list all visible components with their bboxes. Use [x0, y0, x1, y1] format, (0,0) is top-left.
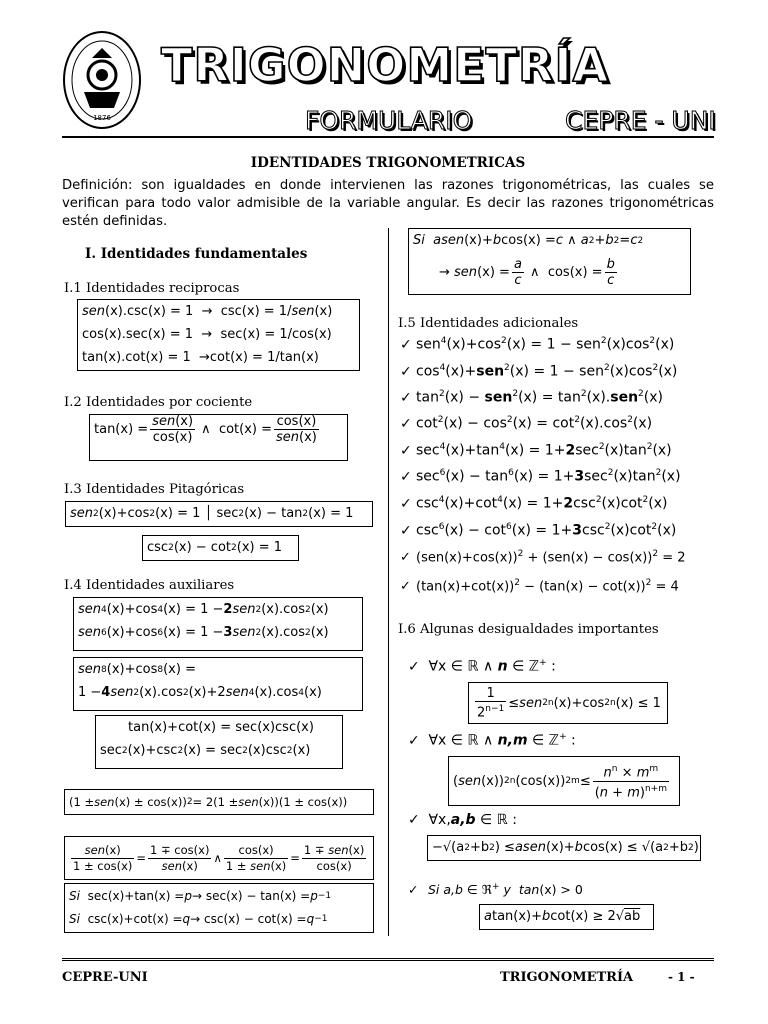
inequality-4: a tan(x)+ b cot(x) ≥ 2√ ab [479, 904, 654, 930]
formula-auxiliares-1: sen 4 (x)+cos 4 (x) = 1 − 2 sen 2 (x).cos 2 (x) sen 6 (x)+cos 6 (x) = 1 − 3 sen 2 (x).cos 2 (x) [73, 597, 363, 651]
identity-add-5: ✓ $\sec^4(x)+\tan^4(x) = 1+2\sec^2(x)\tan^2(x)$ [400, 442, 672, 459]
column-divider [388, 228, 389, 936]
footer-left: CEPRE-UNI [62, 970, 148, 985]
condition-4: ✓ Si a,b ∈ ℜ+ y tan(x) > 0 [408, 882, 583, 898]
label-auxiliares: I.4 Identidades auxiliares [64, 578, 235, 593]
identity-add-1: ✓ $sen^4(x)+\cos^2(x) = 1 - sen^2(x)\cos^2(x)$ [400, 336, 675, 353]
label-reciprocas: I.1 Identidades reciprocas [64, 281, 240, 296]
identity-add-4: ✓ $\cot^2(x) - \cos^2(x) = \cot^2(x).\cos^2(x)$ [400, 415, 653, 432]
formula-asen-bcos: Si asen (x)+ b cos(x) = c ∧ a 2 + b 2 = c 2 → sen (x) = $\frac{a}{c}$ ∧ cos(x) = $\frac{b}{c}$ [408, 228, 691, 295]
formula-auxiliares-6: Si sec(x)+tan(x) = p → sec(x) − tan(x) = p −1 Si csc(x)+cot(x) = q → csc(x) − cot(x) = q −1 [64, 883, 374, 933]
formula-auxiliares-3: tan(x)+cot(x) = sec(x)csc(x) sec 2 (x)+csc 2 (x) = sec 2 (x)csc 2 (x) [95, 715, 343, 769]
footer-right: TRIGONOMETRÍA [500, 970, 634, 985]
formula-cociente: tan(x) = $\frac{\text{sen(x)}}{\cos(x)}$ ∧ cot(x) = $\frac{\cos(x)}{\text{sen(x)}}$ [89, 414, 348, 461]
inequality-2: ( sen (x)) 2n (cos(x)) 2m ≤ $\frac{n^n \times m^m}{(n + m)^{n+m}}$ [448, 756, 680, 806]
condition-1: ✓ ∀x ∈ ℝ ∧ n ∈ ℤ+ : [408, 658, 556, 675]
identity-add-10: ✓ $(\tan(x)+\cot(x))^2 - (\tan(x) - \cot(x))^2 = 4$ [400, 578, 679, 595]
identity-add-3: ✓ $\tan^2(x) - sen^2(x) = \tan^2(x).sen^2(x)$ [400, 389, 663, 406]
formula-pitagoricas-1: sen 2 (x)+cos 2 (x) = 1 │ sec 2 (x) − tan 2 (x) = 1 [65, 501, 373, 527]
header-rule [62, 136, 714, 138]
formula-reciprocas: sen (x).csc(x) = 1 → csc(x) = 1/ sen (x) cos(x).sec(x) = 1 → sec(x) = 1/cos(x) tan(x).cot(x) = 1 →cot(x) = 1/tan(x) [77, 299, 360, 371]
subtitle-cepre-uni: CEPRE - UNI [565, 106, 716, 135]
page-number: - 1 - [668, 970, 695, 984]
identity-add-9: ✓ $(sen(x)+\cos(x))^2 + (sen(x) - \cos(x))^2 = 2$ [400, 549, 686, 566]
identity-add-6: ✓ $\sec^6(x) - \tan^6(x) = 1+3\sec^2(x)\tan^2(x)$ [400, 468, 681, 485]
label-cociente: I.2 Identidades por cociente [64, 395, 253, 410]
university-seal-logo [62, 30, 142, 130]
formula-auxiliares-5: $\frac{\text{sen(x)}}{1 \pm \cos(x)}$ = $\frac{1 \mp \cos(x)}{\text{sen(x)}}$ ∧ $\frac{\cos(x)}{\text{1 ± sen(x)}}$ = $\frac{\text{1 ∓ sen(x)}}{\cos(x)}$ [64, 836, 374, 880]
formula-auxiliares-2: sen 8 (x)+cos 8 (x) = 1 − 4 sen 2 (x).cos 2 (x)+2 sen 4 (x).cos 4 (x) [73, 657, 363, 711]
svg-text:1876: 1876 [93, 114, 111, 122]
condition-2: ✓ ∀x ∈ ℝ ∧ n,m ∈ ℤ+ : [408, 732, 576, 749]
identity-add-2: ✓ $\cos^4(x)+sen^2(x) = 1 - sen^2(x)\cos^2(x)$ [400, 363, 678, 380]
identity-add-7: ✓ $\csc^4(x)+\cot^4(x) = 1+2\csc^2(x)\cot^2(x)$ [400, 495, 668, 512]
identity-add-8: ✓ $\csc^6(x) - \cot^6(x) = 1+3\csc^2(x)\cot^2(x)$ [400, 522, 677, 539]
heading-identidades-fundamentales: I. Identidades fundamentales [85, 246, 308, 262]
formula-auxiliares-4: (1 ± sen (x) ± cos(x)) 2 = 2(1 ± sen (x))(1 ± cos(x)) [64, 789, 374, 815]
inequality-3: −√(a 2 +b 2 ) ≤ asen (x)+ b cos(x) ≤ √(a 2 +b 2 ) [427, 835, 701, 861]
document-title: TRIGONOMETRÍA [160, 38, 610, 92]
section-title: IDENTIDADES TRIGONOMETRICAS [250, 155, 526, 171]
condition-3: ✓ ∀x,a,b ∈ ℝ : [408, 812, 517, 828]
label-pitagoricas: I.3 Identidades Pitagóricas [64, 482, 245, 497]
label-desigualdades: I.6 Algunas desigualdades importantes [398, 622, 659, 637]
label-adicionales: I.5 Identidades adicionales [398, 316, 579, 331]
inequality-1: $\frac{1}{2^{n-1}}$ ≤ sen 2n (x)+cos 2n (x) ≤ 1 [468, 682, 668, 724]
footer-rule [62, 958, 714, 962]
formula-pitagoricas-2: csc 2 (x) − cot 2 (x) = 1 [142, 535, 299, 561]
subtitle-formulario: FORMULARIO [305, 106, 473, 135]
definition-text: Definición: son igualdades en donde intervienen las razones trigonométricas, las cuales se verifican para todo valor admisible de la variable angular. Es decir las razones trigonométricas estén definidas. [62, 178, 714, 229]
